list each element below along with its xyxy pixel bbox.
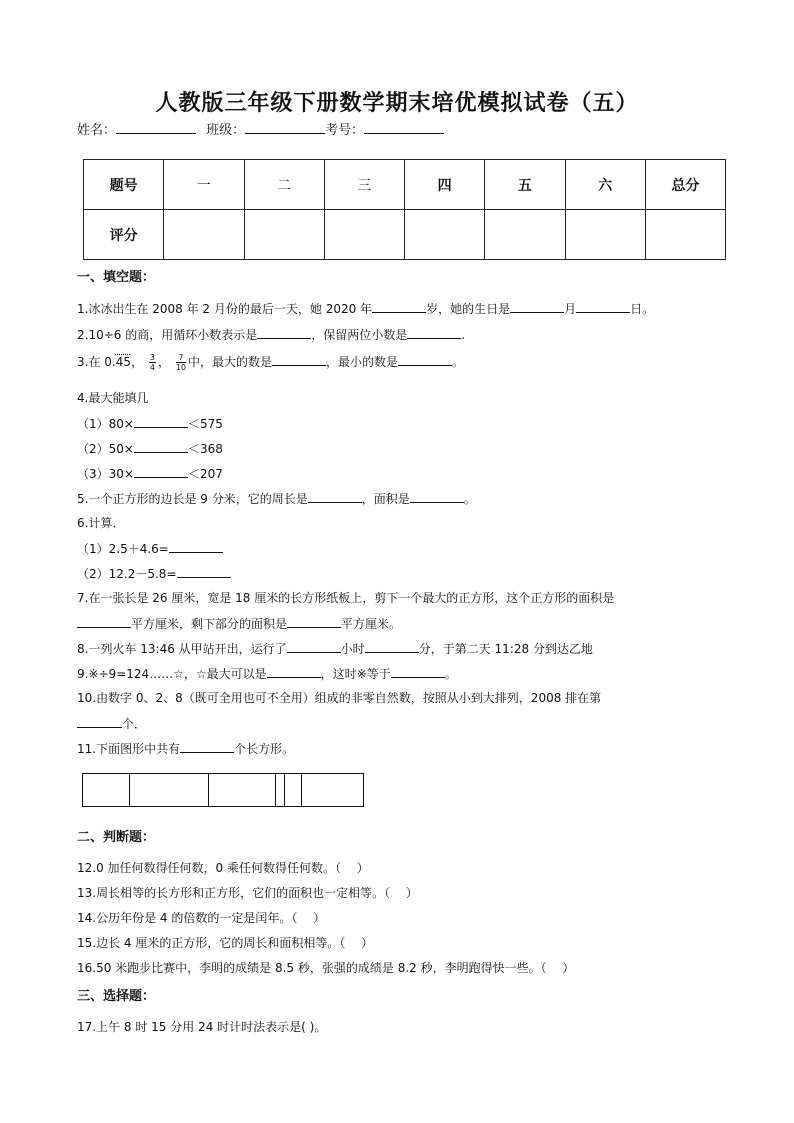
question-5-text: ，面积是 bbox=[361, 492, 410, 506]
question-8-text: 分，于第二天 11:28 分到达乙地 bbox=[418, 642, 593, 656]
fraction-three-quarters bbox=[149, 353, 156, 372]
denominator: 10 bbox=[175, 363, 186, 372]
separator: ， bbox=[157, 355, 170, 369]
question-4-text: ＜368 bbox=[187, 442, 223, 456]
answer-blank[interactable] bbox=[267, 664, 321, 678]
question-3-text: 。 bbox=[452, 355, 465, 369]
answer-blank[interactable] bbox=[407, 325, 461, 339]
answer-blank[interactable] bbox=[287, 614, 341, 628]
question-2-text: ，保留两位小数是 bbox=[311, 328, 408, 342]
question-7-line-2 bbox=[77, 614, 401, 632]
question-3 bbox=[77, 352, 464, 372]
question-11-text: 个长方形。 bbox=[234, 742, 295, 756]
question-6-item bbox=[77, 564, 231, 582]
answer-blank[interactable] bbox=[77, 714, 122, 728]
figure-divider-line bbox=[208, 774, 209, 806]
question-7-text: 平方厘米，剩下部分的面积是 bbox=[131, 617, 288, 631]
header-cell-1: 一 bbox=[164, 160, 244, 210]
score-cell[interactable] bbox=[645, 210, 725, 260]
question-7-line-1: 7.在一张长是 26 厘米，宽是 18 厘米的长方形纸板上，剪下一个最大的正方形，这个正方形的面积是 bbox=[77, 591, 615, 605]
header-cell-3: 三 bbox=[324, 160, 404, 210]
question-2-text: . bbox=[461, 328, 466, 342]
answer-blank[interactable] bbox=[308, 489, 362, 503]
question-4-text: （1）80× bbox=[77, 417, 134, 431]
question-1-text: 岁，她的生日是 bbox=[426, 302, 511, 316]
figure-divider-line bbox=[275, 774, 276, 806]
question-6-text: （2）12.2－5.8= bbox=[77, 567, 177, 581]
score-cell[interactable] bbox=[324, 210, 404, 260]
answer-blank[interactable] bbox=[398, 352, 452, 366]
score-cell[interactable] bbox=[164, 210, 244, 260]
question-4-item bbox=[77, 464, 223, 482]
answer-blank[interactable] bbox=[391, 664, 445, 678]
answer-blank[interactable] bbox=[372, 299, 426, 313]
section-heading-fill-in: 一、填空题： bbox=[77, 270, 156, 285]
header-cell-5: 五 bbox=[485, 160, 565, 210]
score-cell[interactable] bbox=[565, 210, 645, 260]
numerator: 7 bbox=[176, 353, 186, 363]
denominator: 4 bbox=[149, 363, 155, 372]
question-1-text: 日。 bbox=[630, 302, 655, 316]
question-1-text: 1.冰冰出生在 2008 年 2 月份的最后一天，她 2020 年 bbox=[77, 302, 373, 316]
score-table-score-row bbox=[84, 210, 726, 260]
header-cell-label: 题号 bbox=[84, 160, 164, 210]
question-4-item bbox=[77, 439, 223, 457]
score-cell[interactable] bbox=[405, 210, 485, 260]
question-4-text: （3）30× bbox=[77, 467, 134, 481]
question-1 bbox=[77, 299, 654, 317]
answer-blank[interactable] bbox=[576, 299, 630, 313]
answer-blank[interactable] bbox=[287, 639, 341, 653]
question-9-text: ，这时※等于 bbox=[320, 667, 391, 681]
question-4-text: ＜575 bbox=[187, 417, 223, 431]
question-10-line-2 bbox=[77, 714, 146, 732]
question-1-text: 月 bbox=[564, 302, 577, 316]
question-5-text: 5.一个正方形的边长是 9 分米，它的周长是 bbox=[77, 492, 308, 506]
score-cell[interactable] bbox=[244, 210, 324, 260]
question-11-text: 11.下面图形中共有 bbox=[77, 742, 181, 756]
question-2-text: 2.10÷6 的商，用循环小数表示是 bbox=[77, 328, 258, 342]
question-10-line-1: 10.由数字 0、2、8（既可全用也可不全用）组成的非零自然数，按照从小到大排列，2008 排在第 bbox=[77, 691, 602, 705]
question-6-item bbox=[77, 539, 223, 557]
question-5 bbox=[77, 489, 476, 507]
header-cell-6: 六 bbox=[565, 160, 645, 210]
header-cell-4: 四 bbox=[405, 160, 485, 210]
class-label: 班级： bbox=[206, 123, 246, 138]
repeating-decimal-digits: 45 bbox=[115, 355, 131, 369]
question-8-text: 8.一列火车 13:46 从甲站开出，运行了 bbox=[77, 642, 287, 656]
question-4-title: 4.最大能填几 bbox=[77, 391, 149, 405]
answer-blank[interactable] bbox=[257, 325, 311, 339]
question-9-text: 。 bbox=[444, 667, 457, 681]
answer-blank[interactable] bbox=[134, 439, 188, 453]
question-3-text: ，最小的数是 bbox=[325, 355, 398, 369]
question-9 bbox=[77, 664, 457, 682]
question-4-item bbox=[77, 414, 223, 432]
id-blank[interactable] bbox=[364, 120, 444, 134]
figure-divider-line bbox=[284, 774, 285, 806]
question-11 bbox=[77, 739, 294, 757]
figure-divider-line bbox=[129, 774, 130, 806]
question-13: 13.周长相等的长方形和正方形，它们的面积也一定相等。（ ） bbox=[77, 886, 418, 900]
header-cell-total: 总分 bbox=[645, 160, 725, 210]
score-table-header-row bbox=[84, 160, 726, 210]
question-7-text: 平方厘米。 bbox=[341, 617, 402, 631]
answer-blank[interactable] bbox=[365, 639, 419, 653]
name-label: 姓名： bbox=[77, 123, 117, 138]
question-14: 14.公历年份是 4 的倍数的一定是闰年。（ ） bbox=[77, 911, 326, 925]
answer-blank[interactable] bbox=[180, 739, 234, 753]
question-9-text: 9.※÷9=124……☆，☆最大可以是 bbox=[77, 667, 267, 681]
answer-blank[interactable] bbox=[510, 299, 564, 313]
separator: ， bbox=[131, 355, 144, 369]
question-3-text: 3.在 0. bbox=[77, 355, 116, 369]
question-6-text: （1）2.5＋4.6= bbox=[77, 542, 169, 556]
question-4-text: ＜207 bbox=[187, 467, 223, 481]
question-6-title: 6.计算． bbox=[77, 516, 125, 530]
question-16: 16.50 米跑步比赛中，李明的成绩是 8.5 秒，张强的成绩是 8.2 秒，李明跑得快一些。（ ） bbox=[77, 961, 575, 975]
answer-blank[interactable] bbox=[134, 414, 188, 428]
question-17: 17.上午 8 时 15 分用 24 时计时法表示是( )。 bbox=[77, 1020, 327, 1034]
question-10-text: 个． bbox=[122, 717, 147, 731]
answer-blank[interactable] bbox=[169, 539, 223, 553]
question-3-text: 中，最大的数是 bbox=[187, 355, 272, 369]
fraction-seven-tenths bbox=[176, 353, 186, 372]
question-2 bbox=[77, 325, 465, 343]
score-row-label: 评分 bbox=[84, 210, 164, 260]
answer-blank[interactable] bbox=[134, 464, 188, 478]
score-table bbox=[83, 159, 726, 260]
student-info-line bbox=[77, 119, 444, 138]
name-blank[interactable] bbox=[116, 120, 196, 134]
answer-blank[interactable] bbox=[177, 564, 231, 578]
answer-blank[interactable] bbox=[272, 352, 326, 366]
page-title: 人教版三年级下册数学期末培优模拟试卷（五） bbox=[155, 91, 639, 116]
figure-divider-line bbox=[301, 774, 302, 806]
rectangle-figure bbox=[82, 773, 364, 807]
score-cell[interactable] bbox=[485, 210, 565, 260]
question-12: 12.0 加任何数得任何数，0 乘任何数得任何数。（ ） bbox=[77, 861, 369, 875]
answer-blank[interactable] bbox=[77, 614, 131, 628]
numerator: 3 bbox=[149, 353, 155, 362]
question-5-text: 。 bbox=[463, 492, 476, 506]
header-cell-2: 二 bbox=[244, 160, 324, 210]
section-heading-true-false: 二、判断题： bbox=[77, 830, 156, 845]
question-8-text: 小时 bbox=[340, 642, 365, 656]
question-4-text: （2）50× bbox=[77, 442, 134, 456]
class-blank[interactable] bbox=[245, 120, 325, 134]
answer-blank[interactable] bbox=[410, 489, 464, 503]
question-15: 15.边长 4 厘米的正方形，它的周长和面积相等。（ ） bbox=[77, 936, 374, 950]
question-8 bbox=[77, 639, 593, 657]
id-label: 考号： bbox=[325, 123, 365, 138]
section-heading-multiple-choice: 三、选择题： bbox=[77, 989, 156, 1004]
